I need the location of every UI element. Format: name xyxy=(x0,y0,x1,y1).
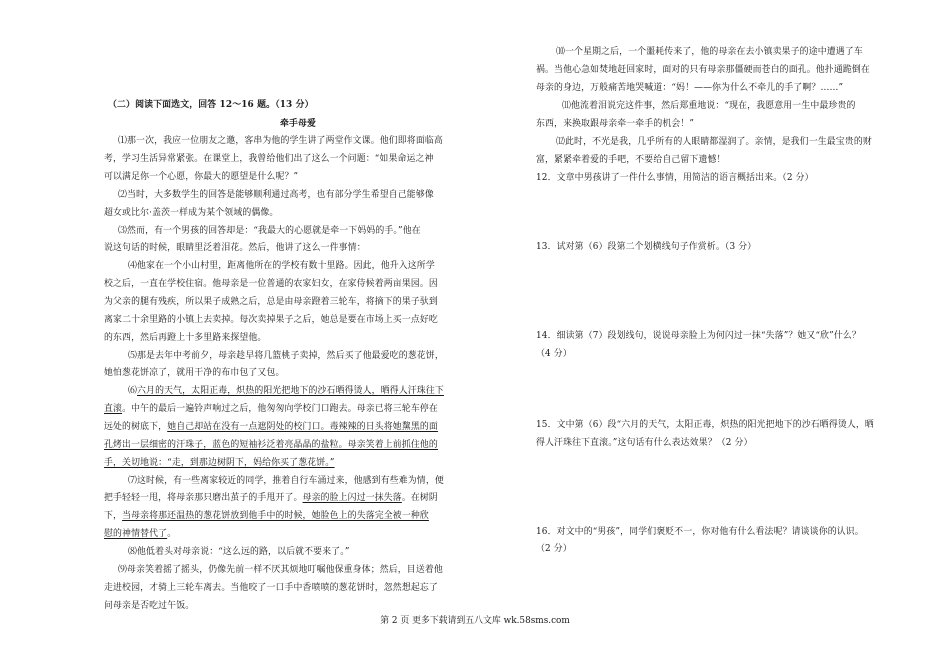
paragraph-line: ⑴那一次，我应一位朋友之邀，客串为他的学生讲了两堂作文课。他们即将面临高 xyxy=(118,136,443,146)
plain-text: 下， xyxy=(104,511,123,521)
paragraph-line xyxy=(104,527,492,541)
paragraph-line: 祸。当他心急如焚地赶回家时，面对的只有母亲那僵硬而苍白的面孔。他扑通跪倒在 xyxy=(536,65,870,75)
plain-text: 。 xyxy=(167,529,177,539)
paragraph-line: 的东西，然后再蹬上十多里路来探望他。 xyxy=(104,333,267,343)
question-13: 13．试对第（6）段第二个划横线句子作赏析。（3 分） xyxy=(536,242,757,252)
paragraph-line: 离家二十余里路的小镇上去卖掉。每次卖掉果子之后，她总是要在市场上买一点好吃 xyxy=(104,315,438,325)
paragraph-line: ⑿此时，不光是我，几乎所有的人眼睛都湿润了。亲情，是我们一生最宝贵的财 xyxy=(556,137,872,147)
paragraph-line: 她怕葱花饼凉了，就用干净的布巾包了又包。 xyxy=(104,368,285,378)
question-16: 16．对文中的“男孩”，同学们褒贬不一，你对他有什么看法呢？请谈谈你的认识。 xyxy=(536,527,864,537)
plain-text: 把手轻轻一甩，将母亲那只磨出茧子的手甩开了。 xyxy=(104,493,303,503)
question-14: 14．细读第（7）段划线句，说说母亲脸上为何闪过一抹“失落”？她又“欣”什么？ xyxy=(536,331,861,341)
paragraph-line xyxy=(104,402,492,416)
underlined-sentence-1-end: 直滚 xyxy=(104,404,123,414)
paragraph-line xyxy=(104,420,492,434)
paragraph-line: ⑽一个星期之后，一个噩耗传来了，他的母亲在去小镇卖果子的途中遭遇了车 xyxy=(556,47,863,57)
page-footer: 第 2 页 更多下载请到五八文库 wk.58sms.com xyxy=(380,616,570,626)
paragraph-line: 富，紧紧牵着爱的手吧，不要给自己留下遗憾！ xyxy=(536,155,726,165)
paragraph-line: ⑼母亲笑着摇了摇头，仍像先前一样不厌其烦地叮嘱他保重身体；然后，目送着他 xyxy=(118,565,443,575)
paragraph-line: ⑺这时候，有一些离家较近的同学，推着自行车涌过来，他感到有些难为情，便 xyxy=(128,476,444,486)
plain-text: 。在树阴 xyxy=(401,493,438,503)
paragraph-line: 母亲的身边，万般痛苦地哭喊道：“妈！——你为什么不牵儿的手了啊？……” xyxy=(536,83,844,93)
paragraph-line xyxy=(104,491,492,505)
underlined-sentence-2-end: 手，关切地说：“走，到那边树阴下，妈给你买了葱花饼。” xyxy=(104,458,335,468)
underlined-sentence-4-end: 慰的神情替代了 xyxy=(104,529,168,539)
paragraph-line: ⑶然而，有一个男孩的回答却是：“我最大的心愿就是牵一下妈妈的手。”他在 xyxy=(118,226,421,236)
paragraph-line: ⑻他低着头对母亲说：“这么远的路，以后就不要来了。” xyxy=(128,547,350,557)
question-12: 12．文章中男孩讲了一件什么事情，用简洁的语言概括出来。（2 分） xyxy=(536,173,814,183)
plain-text: 远处的树底下， xyxy=(104,422,168,432)
paragraph-number: ⑹ xyxy=(128,386,138,396)
underlined-sentence-1: 六月的天气，太阳正毒，炽热的阳光把地下的沙石晒得烫人，晒得人汗珠往下 xyxy=(137,386,444,396)
paragraph-line: ⑾他流着泪说完这件事，然后郑重地说：“现在，我愿意用一生中最珍贵的 xyxy=(562,101,856,111)
article-title: 牵手母爱 xyxy=(279,119,317,129)
section-heading: （二）阅读下面选文，回答 12～16 题。（13 分） xyxy=(108,100,314,110)
paragraph-line: 东西，来换取跟母亲牵一牵手的机会！” xyxy=(536,119,695,129)
question-16-points: （2 分） xyxy=(536,544,572,554)
paragraph-line: 考，学习生活异常紧张。在课堂上，我曾给他们出了这么一个问题：“如果命运之神 xyxy=(104,154,434,164)
plain-text: 。中午的最后一遍铃声响过之后，他匆匆向学校门口跑去。母亲已将三轮车停在 xyxy=(122,404,438,414)
underlined-sentence-3: 母亲的脸上闪过一抹失落 xyxy=(302,493,402,503)
underlined-sentence-4: 当母亲将那还温热的葱花饼放到他手中的时候，她脸色上的失落完全被一种欣 xyxy=(122,511,429,521)
paragraph-line: ⑵当时，大多数学生的回答是能够顺利通过高考，也有部分学生希望自己能够像 xyxy=(118,190,434,200)
paragraph-line: 可以满足你一个心愿，你最大的愿望是什么呢？” xyxy=(104,172,299,182)
paragraph-line: ⑸那是去年中考前夕，母亲趁早将几篮桃子卖掉，然后买了他最爱吃的葱花饼， xyxy=(128,351,444,361)
question-15-cont: 得人汗珠往下直滚。”这句话有什么表达效果？（2 分） xyxy=(536,438,753,448)
paragraph-line xyxy=(128,384,492,398)
paragraph-line: 校之后，一直在学校住宿。他母亲是一位普通的农家妇女，在家侍候着两亩果园。因 xyxy=(104,279,438,289)
paragraph-line: 说这句话的时候，眼睛里泛着泪花。然后，他讲了这么一件事情： xyxy=(104,243,366,253)
paragraph-line: 超女或比尔·盖茨一样成为某个领域的偶像。 xyxy=(104,208,279,218)
paragraph-line: ⑷他家在一个小山村里，距离他所在的学校有数十里路。因此，他升入这所学 xyxy=(128,261,435,271)
question-14-points: （4 分） xyxy=(536,349,572,359)
paragraph-line: 问母亲是否吃过午饭。 xyxy=(104,601,195,611)
paragraph-line: 走进校园，才骑上三轮车离去。当他咬了一口手中香喷喷的葱花饼时，忽然想起忘了 xyxy=(104,583,438,593)
underlined-sentence-2: 她自己却站在没有一点遮阴处的校门口。毒辣辣的日头将她黧黑的面 xyxy=(167,422,438,432)
underlined-sentence-2-cont: 孔烤出一层细密的汗珠子，蓝色的短袖衫泛着亮晶晶的盐粒。母亲笑着上前抓住他的 xyxy=(104,440,438,450)
question-15: 15．文中第（6）段“六月的天气，太阳正毒，炽热的阳光把地下的沙石晒得烫人，晒 xyxy=(536,420,874,430)
paragraph-line: 为父亲的腿有残疾，所以果子成熟之后，总是由母亲蹬着三轮车，将摘下的果子驮到 xyxy=(104,297,438,307)
paragraph-line xyxy=(104,509,492,523)
